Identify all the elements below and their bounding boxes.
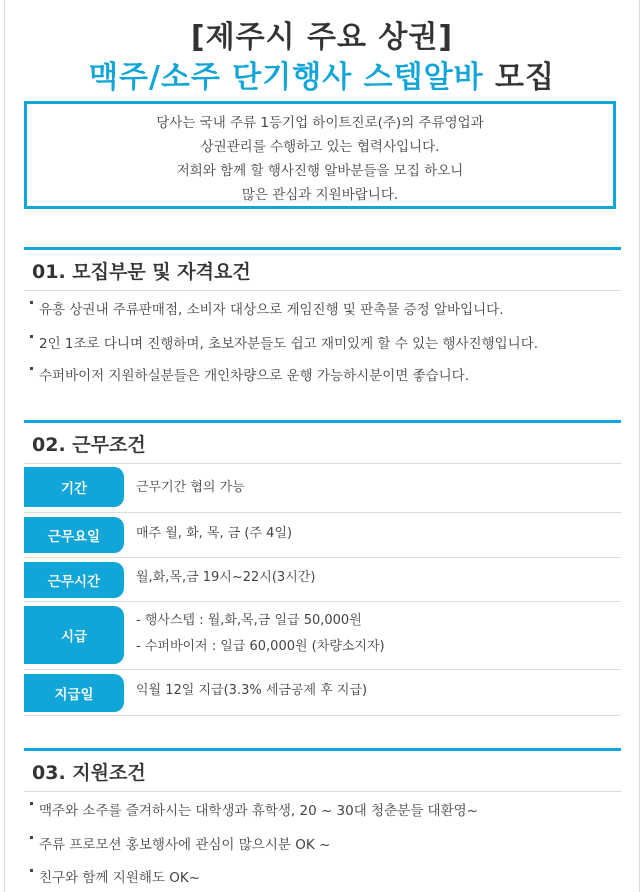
section-heading-recruitment	[24, 247, 621, 291]
intro-line: 저희와 함께 할 행사진행 알바분들을 모집 하오니	[176, 163, 464, 179]
list-item: 유흥 상권내 주류판매점, 소비자 대상으로 게임진행 및 판촉물 증정 알바입니다.	[30, 298, 504, 318]
list-item: 2인 1조로 다니며 진행하며, 초보자분들도 쉽고 재미있게 할 수 있는 행사진행입니다.	[30, 332, 538, 352]
page-right-border	[639, 0, 640, 892]
row-label: 근무요일	[24, 517, 124, 553]
list-item: 맥주와 소주를 즐겨하시는 대학생과 휴학생, 20 ~ 30대 청춘분들 대환영~	[30, 799, 478, 819]
subtitle-suffix: 모집	[495, 60, 556, 95]
list-item: 주류 프로모션 홍보행사에 관심이 많으시분 OK ~	[30, 833, 330, 853]
table-row	[24, 669, 621, 716]
intro-line: 당사는 국내 주류 1등기업 하이트진로(주)의 주류영업과	[156, 115, 484, 131]
row-value: - 수퍼바이저 : 일급 60,000원 (차량소지자)	[136, 639, 385, 654]
intro-line: 많은 관심과 지원바랍니다.	[241, 187, 399, 203]
intro-line: 상권관리를 수행하고 있는 협력사입니다.	[200, 139, 440, 155]
row-value: - 행사스텝 : 월,화,목,금 일급 50,000원	[136, 613, 362, 628]
row-label: 기간	[24, 467, 124, 507]
section-title: 01. 모집부문 및 자격요건	[32, 261, 251, 283]
row-label: 시급	[24, 606, 124, 664]
row-value: 매주 월, 화, 목, 금 (주 4일)	[136, 526, 293, 541]
intro-box	[24, 101, 616, 209]
list-item: 수퍼바이저 지원하실분들은 개인차량으로 운행 가능하시분이면 좋습니다.	[30, 364, 469, 384]
table-row	[24, 601, 621, 670]
page-left-border	[4, 0, 5, 892]
table-row	[24, 512, 621, 558]
row-value: 근무기간 협의 가능	[136, 480, 245, 495]
subtitle-highlight: 맥주/소주 단기행사 스텝알바	[88, 60, 484, 95]
section-title: 02. 근무조건	[32, 434, 146, 456]
section-heading-eligibility	[24, 748, 621, 792]
table-row	[24, 557, 621, 602]
row-value: 월,화,목,금 19시~22시(3시간)	[136, 570, 316, 585]
page-title: [제주시 주요 상권]	[190, 20, 454, 55]
row-label: 근무시간	[24, 562, 124, 598]
row-value: 익월 12일 지급(3.3% 세금공제 후 지급)	[136, 683, 368, 698]
table-row	[24, 462, 621, 513]
list-item: 친구와 함께 지원해도 OK~	[30, 866, 200, 886]
row-label: 지급일	[24, 674, 124, 712]
section-title: 03. 지원조건	[32, 762, 146, 784]
page-subtitle	[0, 52, 644, 96]
section-heading-conditions	[24, 420, 621, 464]
